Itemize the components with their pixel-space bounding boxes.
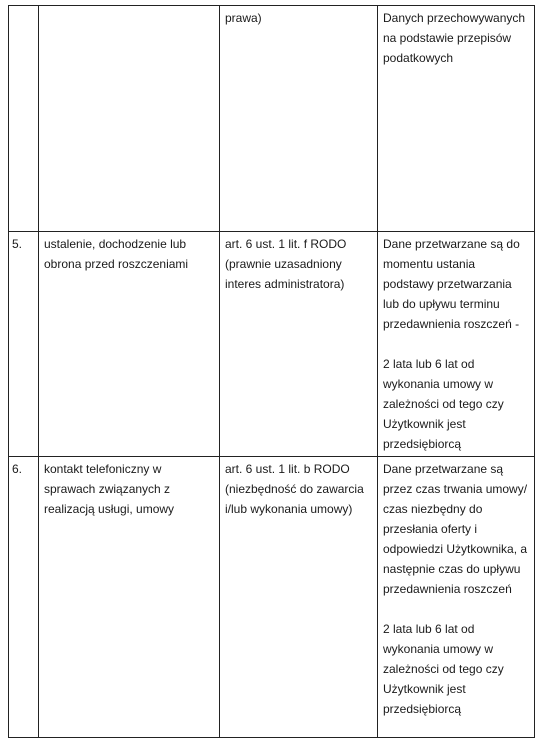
processing-purpose: ustalenie, dochodzenie lub obrona przed roszczeniami — [39, 232, 220, 457]
processing-purpose: kontakt telefoniczny w sprawach związanych z realizacją usługi, umowy — [39, 457, 220, 738]
retention-text: Danych przechowywanych na podstawie przepisów podatkowych — [383, 11, 526, 65]
retention-period — [378, 232, 535, 457]
retention-text: 2 lata lub 6 lat od wykonania umowy w zależności od tego czy Użytkownik jest przedsiębiorcą — [383, 622, 504, 716]
retention-text: Dane przetwarzane są do momentu ustania podstawy przetwarzania lub do upływu terminu przedawnienia roszczeń - — [383, 237, 520, 331]
table-row — [9, 457, 535, 738]
retention-text: 2 lata lub 6 lat od wykonania umowy w zależności od tego czy Użytkownik jest przedsiębiorcą — [383, 357, 504, 451]
row-number — [9, 6, 39, 232]
legal-basis: art. 6 ust. 1 lit. f RODO (prawnie uzasadniony interes administratora) — [220, 232, 378, 457]
retention-period — [378, 457, 535, 738]
retention-text: Dane przetwarzane są przez czas trwania umowy/ czas niezbędny do przesłania oferty i odpowiedzi Użytkownika, a następnie czas do upływu przedawnienia roszczeń — [383, 462, 528, 596]
row-number: 6. — [9, 457, 39, 738]
table-row — [9, 6, 535, 232]
table-row — [9, 232, 535, 457]
row-number: 5. — [9, 232, 39, 457]
legal-basis: art. 6 ust. 1 lit. b RODO (niezbędność do zawarcia i/lub wykonania umowy) — [220, 457, 378, 738]
legal-basis: prawa) — [220, 6, 378, 232]
processing-purpose — [39, 6, 220, 232]
retention-period — [378, 6, 535, 232]
data-processing-table — [8, 5, 535, 738]
